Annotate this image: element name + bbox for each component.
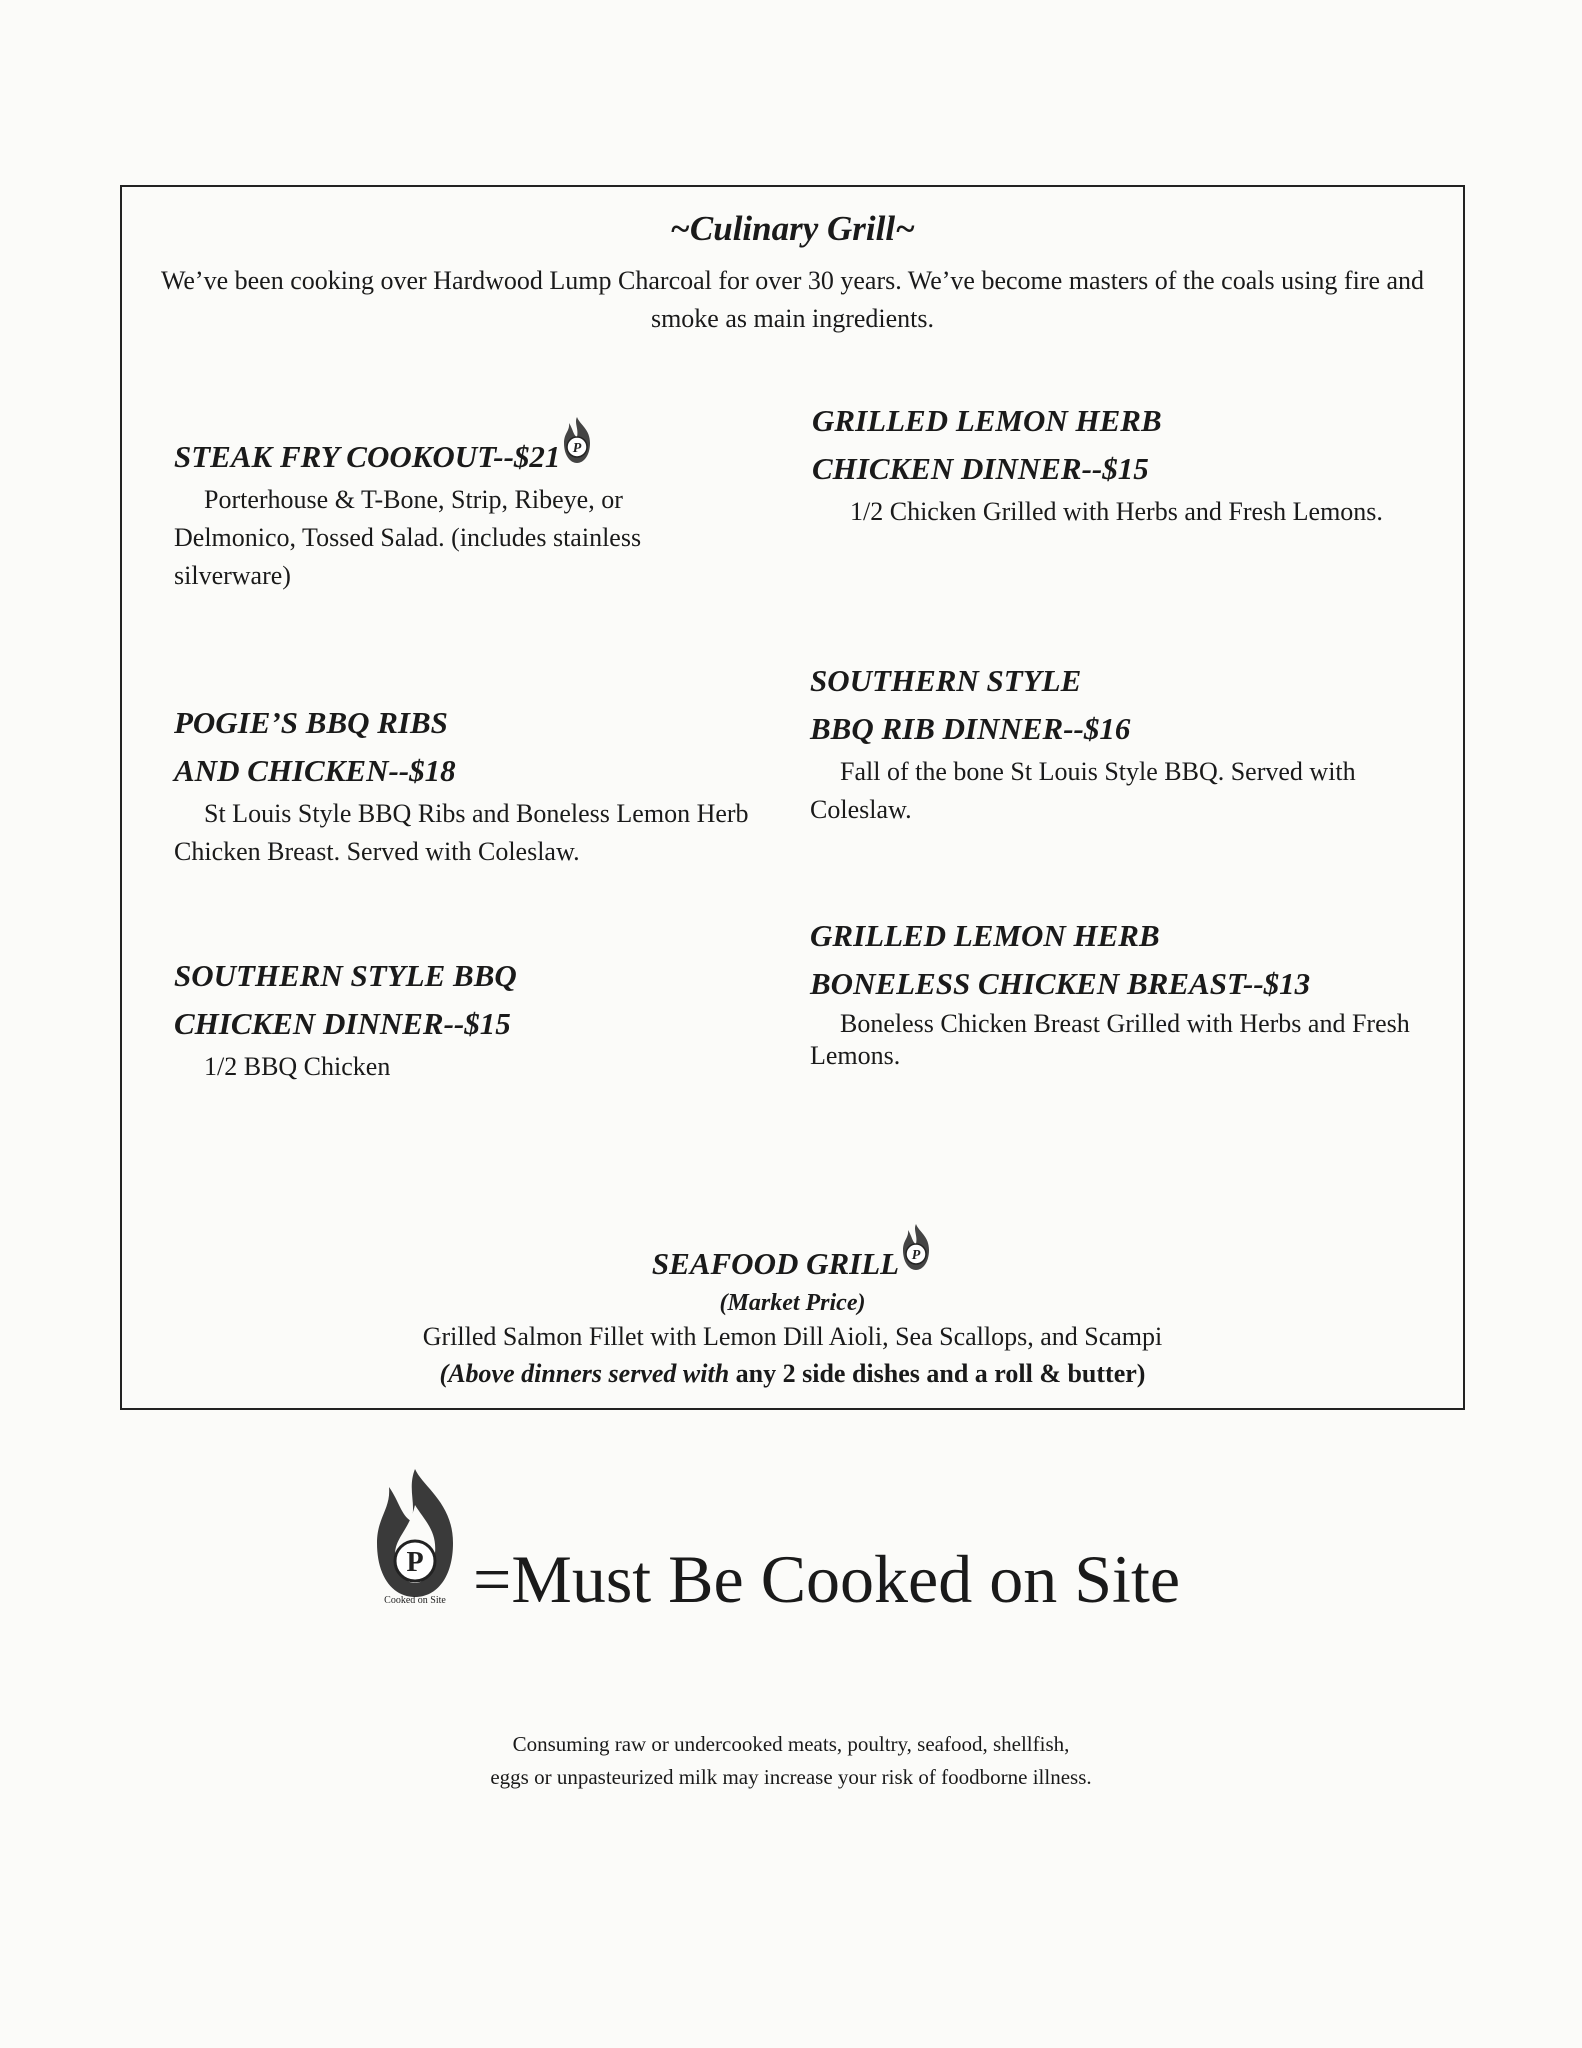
cooked-on-site-legend: [365, 1465, 1181, 1617]
item-description: Boneless Chicken Breast Grilled with Herbs and Fresh Lemons.: [810, 1009, 1410, 1070]
item-description: 1/2 Chicken Grilled with Herbs and Fresh Lemons.: [850, 497, 1383, 526]
menu-item-southern-style-bbq-rib-dinner: [810, 657, 1410, 829]
side-dishes-note: [122, 1359, 1463, 1389]
menu-item-southern-style-bbq-chicken-dinner: [174, 952, 734, 1086]
side-dishes-note-plain: any 2 side dishes and a roll & butter): [735, 1359, 1146, 1388]
item-title-line-1: SOUTHERN STYLE: [810, 663, 1082, 698]
menu-item-pogies-bbq-ribs-and-chicken: [174, 699, 774, 871]
item-description: St Louis Style BBQ Ribs and Boneless Lemon Herb Chicken Breast. Served with Coleslaw.: [174, 799, 749, 866]
item-description: Porterhouse & T-Bone, Strip, Ribeye, or Delmonico, Tossed Salad. (includes stainless silverware): [174, 485, 642, 590]
food-safety-disclaimer: [0, 1728, 1582, 1794]
item-title-line-2: AND CHICKEN--$18: [174, 753, 456, 788]
culinary-grill-menu: [120, 185, 1465, 1410]
cooked-on-site-flame-icon: [899, 1222, 933, 1288]
item-title-line-1: SOUTHERN STYLE BBQ: [174, 958, 517, 993]
svg-text:P: P: [406, 1547, 424, 1578]
item-description: Grilled Salmon Fillet with Lemon Dill Aioli, Sea Scallops, and Scampi: [422, 1322, 1163, 1351]
cooked-on-site-flame-icon: [560, 415, 594, 481]
market-price-note: (Market Price): [719, 1290, 866, 1316]
legend-text: =Must Be Cooked on Site: [473, 1541, 1181, 1617]
svg-text:P: P: [573, 441, 582, 456]
item-title-line-2: CHICKEN DINNER--$15: [174, 1006, 511, 1041]
item-description: Fall of the bone St Louis Style BBQ. Served with Coleslaw.: [810, 757, 1356, 824]
item-title-line-2: BONELESS CHICKEN BREAST--$13: [810, 966, 1311, 1001]
item-title: SEAFOOD GRILL: [651, 1246, 900, 1281]
menu-item-grilled-lemon-herb-boneless-chicken-breast: [810, 912, 1430, 1072]
menu-item-grilled-lemon-herb-chicken-dinner: [812, 397, 1412, 531]
item-title-line-1: GRILLED LEMON HERB: [810, 918, 1160, 953]
item-title-line-1: GRILLED LEMON HERB: [812, 403, 1162, 438]
disclaimer-line-1: Consuming raw or undercooked meats, poultry, seafood, shellfish,: [512, 1732, 1070, 1756]
item-title-line-1: POGIE’S BBQ RIBS: [174, 705, 448, 740]
item-title: STEAK FRY COOKOUT--$21: [174, 439, 561, 474]
disclaimer-line-2: eggs or unpasteurized milk may increase your risk of foodborne illness.: [490, 1765, 1092, 1789]
svg-text:P: P: [911, 1248, 921, 1263]
menu-title: ~Culinary Grill~: [669, 209, 916, 248]
item-title-line-2: BBQ RIB DINNER--$16: [810, 711, 1131, 746]
cooked-on-site-flame-icon: [365, 1465, 465, 1610]
menu-item-steak-fry-cookout: [174, 415, 714, 595]
side-dishes-note-italic: (Above dinners served with: [439, 1359, 730, 1388]
legend-icon-caption: Cooked on Site: [384, 1595, 446, 1605]
menu-intro: We’ve been cooking over Hardwood Lump Charcoal for over 30 years. We’ve become masters of the coals using fire and smoke as main ingredients.: [160, 266, 1425, 333]
item-title-line-2: CHICKEN DINNER--$15: [812, 451, 1149, 486]
item-description: 1/2 BBQ Chicken: [204, 1052, 391, 1081]
menu-item-seafood-grill: [122, 1222, 1463, 1356]
